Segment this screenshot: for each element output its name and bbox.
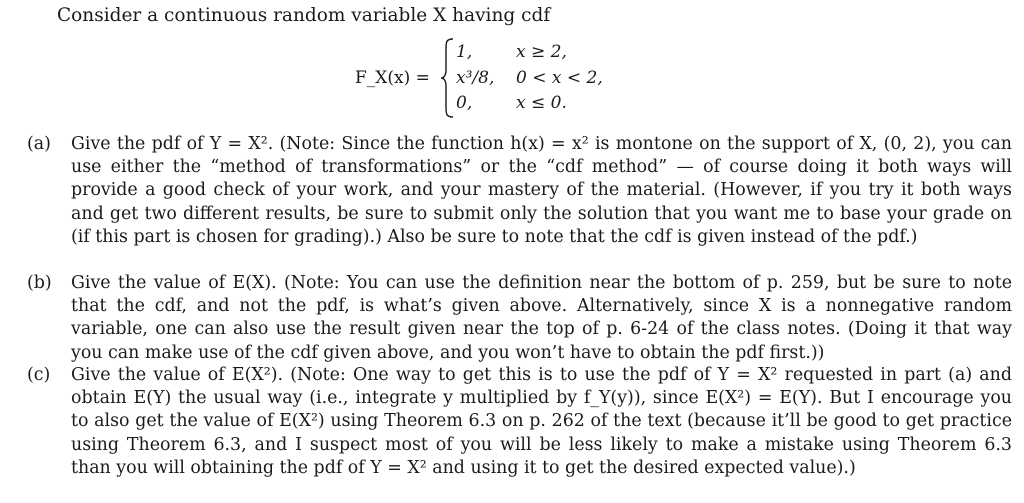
part-c — [27, 364, 1018, 480]
part-b-text: Give the value of E(X). (Note: You can use the definition near the bottom of p. 259, but be sure to note that the cdf, and not the pdf, is what’s given above. Alternatively, since X is a nonnegative random variable, one can also use the result given near the top of p. 6-24 of the class notes. (Doing it that way you can make use of the cdf given above, and you won’t have to obtain the pdf first.)) — [71, 273, 1018, 363]
case-condition-3: x ≤ 0. — [516, 93, 567, 113]
part-a-label: (a) — [27, 134, 51, 154]
problem-intro: Consider a continuous random variable X having cdf — [57, 5, 551, 26]
part-a-text: Give the pdf of Y = X². (Note: Since the function h(x) = x² is montone on the support of X, (0, 2), you can use either the “method of transformations” or the “cdf method” — of course doing it both ways will provide a good check of your work, and your mastery of the material. (However, if you try it both ways and get two different results, be sure to submit only the solution that you want me to base your grade on (if this part is chosen for grading).) Also be sure to note that the cdf is given instead of the pdf.) — [71, 134, 1018, 247]
part-a — [27, 133, 1018, 249]
part-b — [27, 272, 1018, 365]
part-c-text: Give the value of E(X²). (Note: One way to get this is to use the pdf of Y = X² requested in part (a) and obtain E(Y) the usual way (i.e., integrate y multiplied by f_Y(y)), since E(X²) = E(Y). But I encourage you to also get the value of E(X²) using Theorem 6.3 on p. 262 of the text (because it’ll be good to get practice using Theorem 6.3, and I suspect most of you will be less likely to make a mistake using Theorem 6.3 than you will obtaining the pdf of Y = X² and using it to get the desired expected value).) — [71, 365, 1018, 478]
case-condition-1: x ≥ 2, — [516, 42, 567, 62]
case-value-3: 0, — [456, 93, 473, 113]
case-value-1: 1, — [456, 42, 473, 62]
case-value-2: x³/8, — [456, 68, 495, 88]
equation-lhs: F_X(x) = — [355, 68, 430, 88]
case-condition-2: 0 < x < 2, — [516, 68, 603, 88]
part-b-label: (b) — [27, 273, 52, 293]
part-c-label: (c) — [27, 365, 51, 385]
left-brace — [440, 38, 454, 118]
